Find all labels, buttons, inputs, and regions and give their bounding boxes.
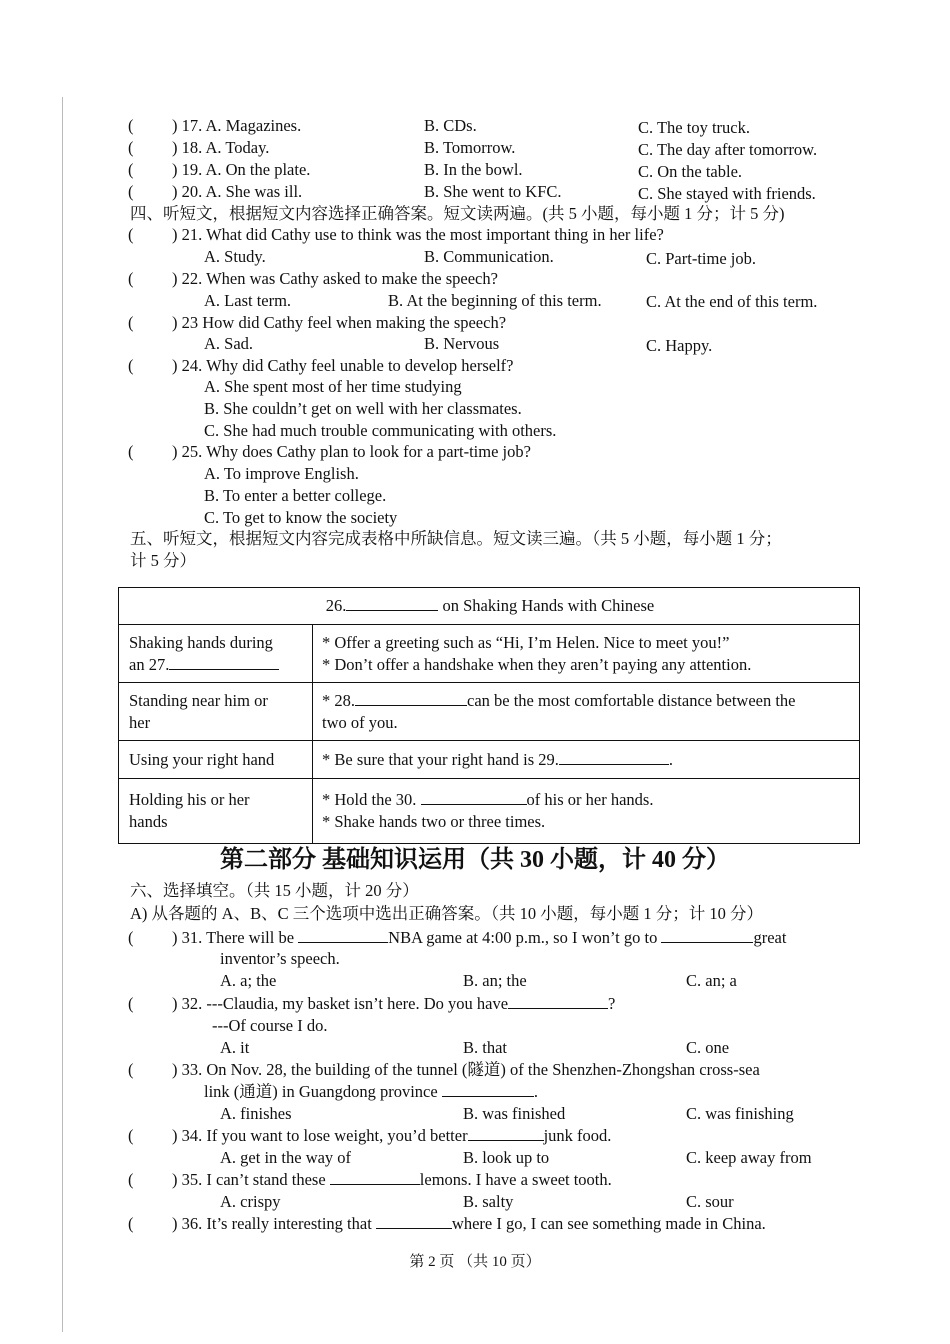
question-stem: ) 31. There will be NBA game at 4:00 p.m., so I won’t go to great [172, 928, 787, 947]
option-a: A. Study. [204, 247, 266, 266]
question-stem: ) 34. If you want to lose weight, you’d better junk food. [172, 1126, 612, 1145]
option-a: A. She spent most of her time studying [204, 377, 462, 396]
option-b: B. was finished [463, 1104, 566, 1123]
row-content: two of you. [322, 713, 398, 732]
question-stem: ) 20. A. She was ill. [172, 182, 303, 201]
row-label: her [129, 713, 151, 732]
table-row [119, 624, 859, 682]
blank[interactable] [508, 994, 608, 1009]
option-b: B. look up to [463, 1148, 550, 1167]
answer-paren[interactable]: ( [128, 928, 134, 947]
table-row [119, 778, 859, 842]
option-c: C. At the end of this term. [646, 292, 818, 311]
row-label: Using your right hand [129, 750, 275, 769]
option-c: C. was finishing [686, 1104, 794, 1123]
question-stem: ) 36. It’s really interesting that where I go, I can see something made in China. [172, 1214, 766, 1233]
option-b: B. CDs. [424, 116, 477, 135]
row-content: * 28. can be the most comfortable distance between the [322, 691, 796, 710]
table-column-divider [312, 624, 313, 843]
blank[interactable] [376, 1214, 452, 1229]
option-b: B. She couldn’t get on well with her classmates. [204, 399, 522, 418]
blank[interactable] [330, 1170, 420, 1185]
answer-paren[interactable]: ( [128, 1126, 134, 1145]
option-b: B. Nervous [424, 334, 500, 353]
option-a: A. To improve English. [204, 464, 359, 483]
question-stem: ) 21. What did Cathy use to think was the most important thing in her life? [172, 225, 664, 244]
question-stem-cont: link (通道) in Guangdong province . [204, 1082, 538, 1101]
section-5-title-cont: 计 5 分） [130, 551, 196, 570]
question-stem: ) 33. On Nov. 28, the building of the tunnel (隧道) of the Shenzhen-Zhongshan cross-sea [172, 1060, 760, 1079]
row-label: hands [129, 812, 168, 831]
option-b: B. At the beginning of this term. [388, 291, 602, 310]
question-stem: ) 22. When was Cathy asked to make the speech? [172, 269, 498, 288]
option-c: C. The toy truck. [638, 118, 750, 137]
info-table [118, 587, 860, 844]
option-a: A. finishes [220, 1104, 292, 1123]
option-c: C. sour [686, 1192, 734, 1211]
table-header [119, 595, 861, 617]
section-5-title: 五、听短文，根据短文内容完成表格中所缺信息。短文读三遍。（共 5 小题，每小题 1 分； [130, 529, 782, 548]
blank-30[interactable] [421, 790, 527, 805]
answer-paren[interactable]: ( [128, 160, 134, 179]
blank[interactable] [468, 1126, 544, 1141]
answer-paren[interactable]: ( [128, 225, 134, 244]
question-stem-cont: inventor’s speech. [220, 949, 340, 968]
table-row [119, 682, 859, 740]
answer-paren[interactable]: ( [128, 1214, 134, 1233]
option-a: A. Last term. [204, 291, 292, 310]
row-content: * Offer a greeting such as “Hi, I’m Helen. Nice to meet you!” [322, 633, 730, 652]
row-label: Standing near him or [129, 691, 268, 710]
row-label: Shaking hands during [129, 633, 273, 652]
part-2-title: 第二部分 基础知识运用（共 30 小题，计 40 分） [220, 847, 730, 873]
section-4-title: 四、听短文，根据短文内容选择正确答案。短文读两遍。(共 5 小题，每小题 1 分；计 5 分) [130, 204, 785, 223]
blank[interactable] [661, 928, 753, 943]
header-text: on Shaking Hands with Chinese [442, 596, 655, 615]
row-content: * Be sure that your right hand is 29. . [322, 750, 674, 769]
answer-paren[interactable]: ( [128, 269, 134, 288]
option-b: B. that [463, 1038, 507, 1057]
answer-paren[interactable]: ( [128, 1060, 134, 1079]
table-row [119, 740, 859, 778]
blank-29[interactable] [559, 750, 669, 765]
section-6-subtitle: A) 从各题的 A、B、C 三个选项中选出正确答案。（共 10 小题，每小题 1 分；计 10 分） [130, 904, 763, 923]
question-stem: ) 18. A. Today. [172, 138, 270, 157]
question-stem: ) 19. A. On the plate. [172, 160, 311, 179]
option-b: B. Tomorrow. [424, 138, 516, 157]
answer-paren[interactable]: ( [128, 442, 134, 461]
option-c: C. The day after tomorrow. [638, 140, 818, 159]
blank-27[interactable] [169, 655, 279, 670]
blank-26[interactable] [346, 596, 438, 611]
question-stem-cont: ---Of course I do. [212, 1016, 328, 1035]
option-a: A. crispy [220, 1192, 281, 1211]
option-c: C. To get to know the society [204, 508, 398, 527]
question-stem: ) 24. Why did Cathy feel unable to develop herself? [172, 356, 514, 375]
blank[interactable] [442, 1082, 534, 1097]
section-6-title: 六、选择填空。（共 15 小题，计 20 分） [130, 881, 419, 900]
page-footer: 第 2 页 （共 10 页） [409, 1254, 541, 1270]
option-a: A. it [220, 1038, 250, 1057]
option-b: B. To enter a better college. [204, 486, 387, 505]
option-a: A. a; the [220, 971, 277, 990]
option-c: C. Part-time job. [646, 249, 756, 268]
option-c: C. an; a [686, 971, 737, 990]
option-b: B. Communication. [424, 247, 554, 266]
option-c: C. Happy. [646, 336, 713, 355]
row-content: * Shake hands two or three times. [322, 812, 546, 831]
question-stem: ) 32. ---Claudia, my basket isn’t here. Do you have ? [172, 994, 616, 1013]
option-c: C. She stayed with friends. [638, 184, 816, 203]
option-b: B. salty [463, 1192, 514, 1211]
question-stem: ) 23 How did Cathy feel when making the speech? [172, 313, 507, 332]
option-c: C. She had much trouble communicating with others. [204, 421, 557, 440]
answer-paren[interactable]: ( [128, 1170, 134, 1189]
question-stem: ) 17. A. Magazines. [172, 116, 302, 135]
row-label: an 27. [129, 654, 279, 676]
option-a: A. Sad. [204, 334, 254, 353]
answer-paren[interactable]: ( [128, 994, 134, 1013]
scan-edge-line [62, 97, 63, 1332]
blank-28[interactable] [355, 691, 467, 706]
answer-paren[interactable]: ( [128, 313, 134, 332]
row-label: Holding his or her [129, 790, 250, 809]
row-content: * Don’t offer a handshake when they aren’t paying any attention. [322, 655, 752, 674]
option-a: A. get in the way of [220, 1148, 352, 1167]
option-b: B. In the bowl. [424, 160, 523, 179]
header-number: 26. [325, 596, 347, 615]
answer-paren[interactable]: ( [128, 116, 134, 135]
option-b: B. She went to KFC. [424, 182, 562, 201]
option-c: C. keep away from [686, 1148, 812, 1167]
option-b: B. an; the [463, 971, 527, 990]
option-c: C. one [686, 1038, 730, 1057]
answer-paren[interactable]: ( [128, 182, 134, 201]
answer-paren[interactable]: ( [128, 356, 134, 375]
question-stem: ) 25. Why does Cathy plan to look for a part-time job? [172, 442, 531, 461]
option-c: C. On the table. [638, 162, 743, 181]
row-content: * Hold the 30. of his or her hands. [322, 790, 654, 809]
blank[interactable] [298, 928, 388, 943]
question-stem: ) 35. I can’t stand these lemons. I have a sweet tooth. [172, 1170, 612, 1189]
answer-paren[interactable]: ( [128, 138, 134, 157]
